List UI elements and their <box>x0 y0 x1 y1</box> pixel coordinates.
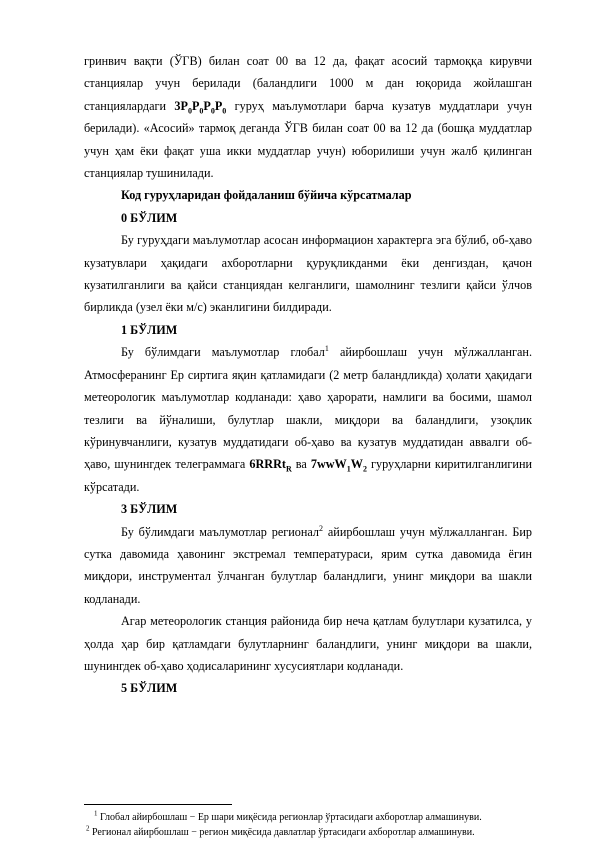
footnote-ref-2: 2 <box>319 523 324 533</box>
section-3-text: Бу бўлимдаги маълумотлар регионал$^2$ айирбошлаш учун мўлжалланган. Бир сутка давомида ҳавонинг экстремал температураси, ярим сутка давомида ёгин миқдори, инструментал ўлчанган булутлар баландлиги, унинг миқдори ва шакли кодланади. <box>84 523 532 606</box>
paragraph-text: гринвич вақти (ЎГВ) билан соат 00 ва 12 да, фақат асосий тармоққа кирувчи станциялар учун берилади (баландлиги 1000 м дан юқорида жойлашган станциялардаги <box>84 54 532 113</box>
section-heading-1: 1 БЎЛИМ <box>121 322 178 337</box>
section-heading-5: 5 БЎЛИМ <box>121 681 178 696</box>
paragraph-text: гуруҳ маълумотлари барча кузатув муддатлари учун берилади). «Асосий» тармоқ деганда ЎГВ билан соат 00 ва 12 да (бошқа муддатлар учун ҳам ёки фақат уша икки муддатлар учун) юборилиши учун жалб қилинган станциялар тушинилади. <box>84 98 532 181</box>
section-heading-0: 0 БЎЛИМ <box>121 210 178 225</box>
section-heading-main: Код гуруҳларидан фойдаланиш бўйича кўрсатмалар <box>121 188 412 203</box>
section-3-text-2: Агар метеорологик станция районида бир неча қатлам булутлари кузатилса, у ҳолда ҳар бир қатламдаги булутларнинг баландлиги, унинг миқдори ва шакли, шунингдек об-ҳаво ҳодисаларининг хусусиятлари кодланади. <box>84 614 532 673</box>
footnote-separator <box>84 804 232 805</box>
document-body <box>84 50 532 700</box>
section-0-text: Бу гуруҳдаги маълумотлар асосан информацион характерга эга бўлиб, об-ҳаво кузатувлари ҳақидаги ахборотларни қуруқликданми ёки денгиздан, қачон кузатилганлиги ва қайси станциядан келганлиги, шамолнинг тезлиги қайси ўлчов бирликда (узел ёки м/с) эканлигини билдиради. <box>84 233 532 315</box>
paragraph-continuation <box>84 50 532 184</box>
group-code-7wwwww: $7wwW_1W_2$ <box>310 457 367 474</box>
footnote-1: $^1$ Глобал айирбошлаш − Ер шари миқёсида регионлар ўртасидаги ахборотлар алмашинуви. <box>94 809 482 823</box>
section-1-text: Бу бўлимдаги маълумотлар глобал$^1$ айирбошлаш учун мўлжалланган. Атмосферанинг Ер сиртига яқин қатламидаги (2 метр баландликда) ҳолати ҳақидаги метеорологик маълумотлар кодланади: ҳаво ҳарорати, намлиги ва босими, шамол тезлиги ва йўналиши, булутлар шакли, миқдори ва баландлиги, узоқлик кўринувчанлиги, кузатув муддатидаги об-ҳаво ва кузатув муддатидан аввалги об-ҳаво, шунингдек телеграммага 6RRRt$_R$ ва $7wwW_1W_2$ гуруҳларни киритилганлигини кўрсатади. <box>84 344 532 494</box>
section-heading-3: 3 БЎЛИМ <box>121 502 178 517</box>
footnote-ref-1: 1 <box>324 344 329 354</box>
group-code-3p0p0p0p0: $3P_0P_0P_0P_0$ <box>174 98 227 116</box>
group-code-6rrrtr: 6RRRt$_R$ <box>249 457 292 474</box>
footnote-2: $^2$ Регионал айирбошлаш − регион миқёсида давлатлар ўртасидаги ахборотлар алмашинуви. <box>86 824 475 838</box>
